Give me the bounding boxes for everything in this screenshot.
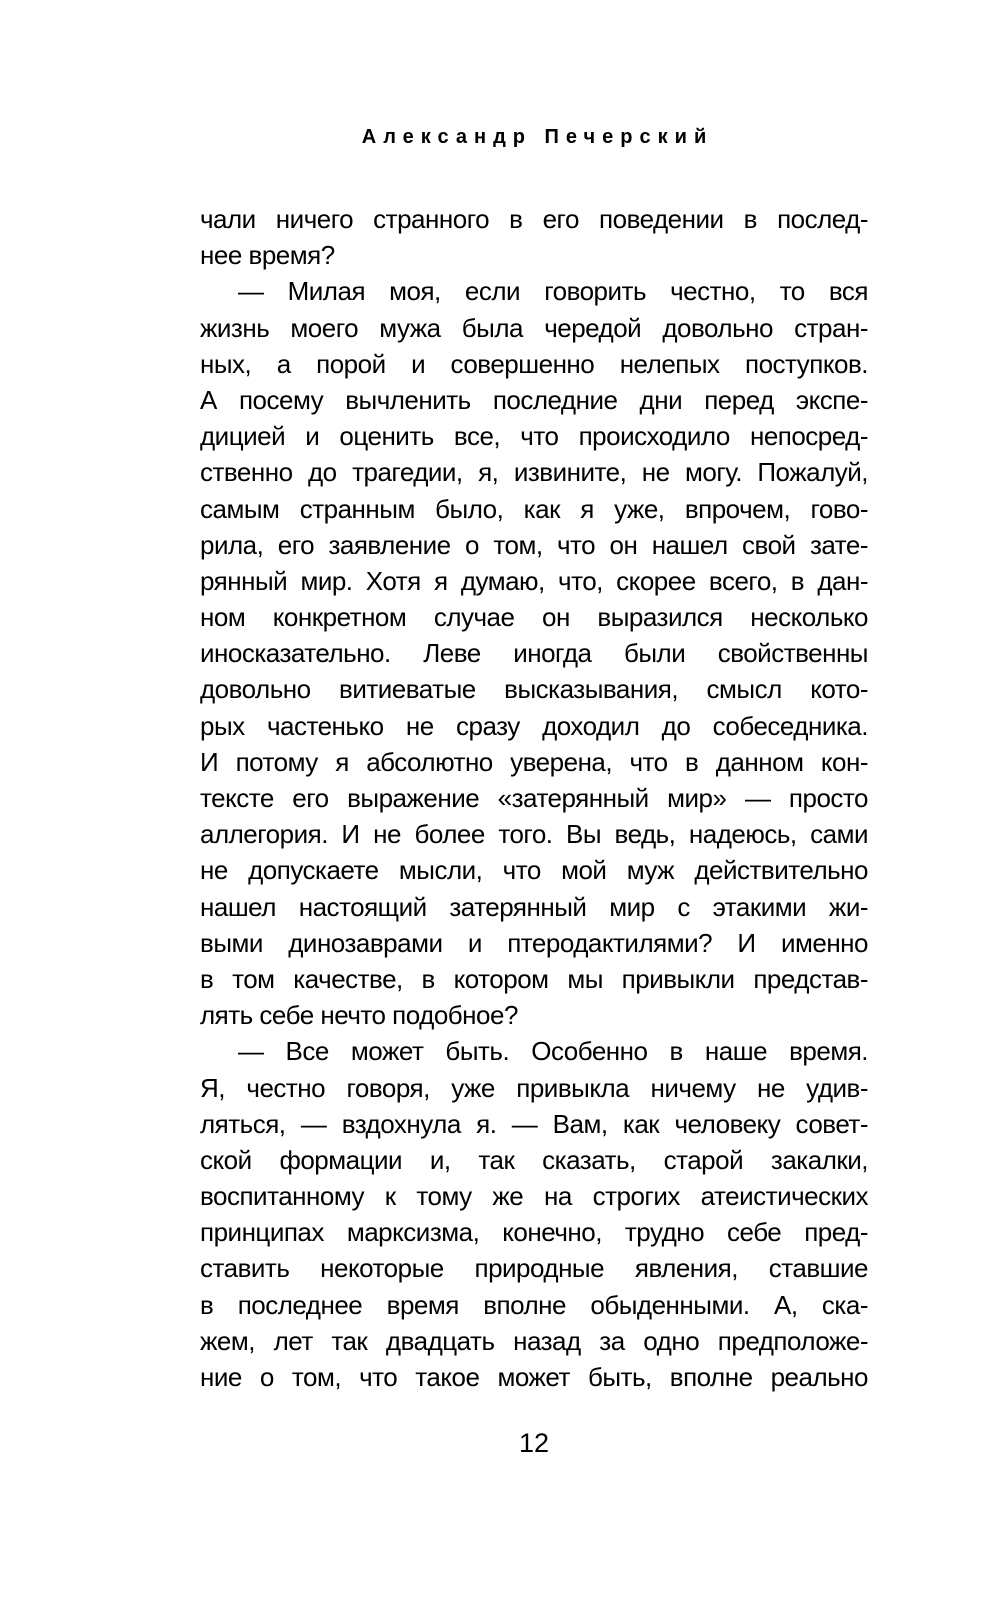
text-line: жем, лет так двадцать назад за одно предположе- <box>200 1325 868 1356</box>
text-line: иносказательно. Леве иногда были свойственны <box>200 638 868 669</box>
text-line: выми динозаврами и птеродактилями? И именно <box>200 927 868 958</box>
text-line: ставить некоторые природные явления, ставшие <box>200 1253 868 1284</box>
text-line: не допускаете мысли, что мой муж действительно <box>200 855 868 886</box>
text-line: рых частенько не сразу доходил до собеседника. <box>200 710 868 741</box>
text-line: принципах марксизма, конечно, трудно себе пред- <box>200 1217 868 1248</box>
text-line: ственно до трагедии, я, извините, не могу. Пожалуй, <box>200 457 868 488</box>
text-line: чали ничего странного в его поведении в послед- <box>200 204 868 234</box>
text-line: ние о том, что такое может быть, вполне реально <box>200 1362 868 1392</box>
text-line: тексте его выражение «затерянный мир» — просто <box>200 783 868 813</box>
running-header: Александр Печерский <box>361 126 714 148</box>
text-line: жизнь моего мужа была чередой довольно стран- <box>200 312 868 343</box>
text-line: аллегория. И не более того. Вы ведь, надеюсь, сами <box>200 819 868 850</box>
text-line: дицией и оценить все, что происходило непосред- <box>200 421 868 452</box>
text-line: довольно витиеватые высказывания, смысл кото- <box>200 674 868 705</box>
text-line: — Милая моя, если говорить честно, то вся <box>238 276 868 307</box>
text-line: воспитанному к тому же на строгих атеистических <box>200 1181 868 1212</box>
text-line: рила, его заявление о том, что он нашел свой зате- <box>200 529 868 560</box>
text-line: лять себе нечто подобное? <box>200 1000 518 1031</box>
text-line: ных, а порой и совершенно нелепых поступков. <box>200 348 868 379</box>
text-line: ном конкретном случае он выразился несколько <box>200 602 868 633</box>
text-line: в последнее время вполне обыденными. А, ска- <box>200 1289 868 1320</box>
text-line: самым странным было, как я уже, впрочем, гово- <box>200 493 868 524</box>
text-line: Я, честно говоря, уже привыкла ничему не удив- <box>200 1072 868 1103</box>
page-number: 12 <box>518 1428 550 1458</box>
text-line: в том качестве, в котором мы привыкли представ- <box>200 963 868 994</box>
text-line: нее время? <box>200 240 335 271</box>
body-text <box>200 201 868 1395</box>
text-line: А посему вычленить последние дни перед экспе- <box>200 384 868 415</box>
text-line: ской формации и, так сказать, старой закалки, <box>200 1144 868 1175</box>
text-line: рянный мир. Хотя я думаю, что, скорее всего, в дан- <box>200 565 868 596</box>
text-line: — Все может быть. Особенно в наше время. <box>238 1036 868 1067</box>
text-line: нашел настоящий затерянный мир с этакими жи- <box>200 891 868 922</box>
text-line: И потому я абсолютно уверена, что в данном кон- <box>200 746 868 777</box>
text-line: ляться, — вздохнула я. — Вам, как человеку совет- <box>200 1108 868 1139</box>
